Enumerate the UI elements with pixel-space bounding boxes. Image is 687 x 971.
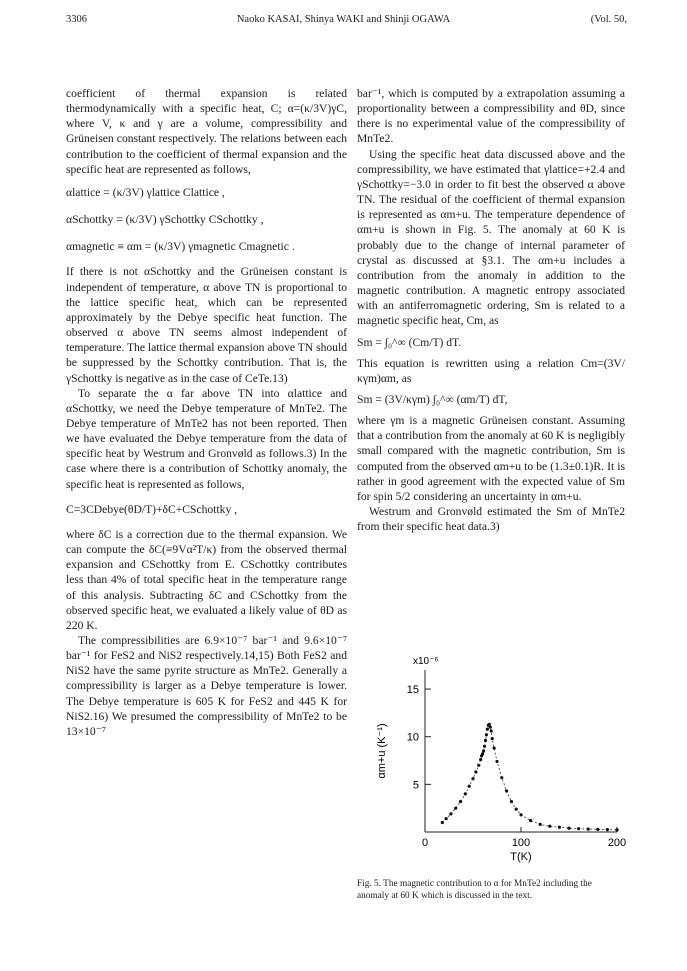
data-point bbox=[515, 808, 518, 811]
paragraph: Using the specific heat data discussed above and the compressibility, we have estimated that γlattice=+2.4 and γSchottky=−3.0 in order to fit best the observed α above TN. The residual of the coefficient of thermal expansion is represented as αm+u. The temperature dependence of αm+u is shown in Fig. 5. The anomaly at 60 K is probably due to the change of internal parameter of crystal as discussed at §3.1. The αm+u includes a contribution from the anomaly in addition to the magnetic contribution. A magnetic entropy associated with an antiferromagnetic ordering, Sm is related to a magnetic specific heat, Cm, as bbox=[357, 147, 625, 328]
paragraph: The compressibilities are 6.9×10⁻⁷ bar⁻¹ and 9.6×10⁻⁷ bar⁻¹ for FeS2 and NiS2 respectively.14,15) Both FeS2 and NiS2 have the same pyrite structure as MnTe2. Generally a compressibility is larger as a Debye temperature is lower. The Debye temperature is 605 K for FeS2 and 445 K for NiS2.16) We presumed the compressibility of MnTe2 to be 13×10⁻⁷ bbox=[66, 634, 347, 738]
volume-label: (Vol. 50, bbox=[590, 14, 627, 25]
equation-entropy: Sm = ∫₀^∞ (Cm/T) dT. bbox=[357, 335, 462, 349]
data-point bbox=[539, 823, 542, 826]
data-point bbox=[577, 827, 580, 830]
data-point bbox=[468, 785, 471, 788]
data-point bbox=[445, 817, 448, 820]
data-point bbox=[587, 828, 590, 831]
equation-alpha-lattice: αlattice = (κ/3V) γlattice Clattice , bbox=[66, 185, 225, 199]
data-point bbox=[490, 729, 493, 732]
paragraph: where δC is a correction due to the thermal expansion. We can compute the δC(≡9Vα²T/κ) from the observed thermal expansion and CSchottky from E. CSchottky contributes less than 4% of total specific heat in the temperature range of this analysis. Subtracting δC and CSchottky from the observed specific heat, we evaluated a likely value of θD as 220 K. bbox=[66, 527, 347, 632]
data-point bbox=[558, 826, 561, 829]
data-point bbox=[606, 828, 609, 831]
data-point bbox=[481, 752, 484, 755]
y-axis-label: αm+u (K⁻¹) bbox=[376, 723, 388, 779]
paragraph: To separate the α far above TN into αlattice and αSchottky, we need the Debye temperature of MnTe2. The Debye temperature of MnTe2 has not been reported. Then we have evaluated the Debye temperature from the data of specific heat by Westrum and Gronvøld as follows.3) In the case where there is a contribution of Schottky anomaly, the specific heat is represented as follows, bbox=[66, 386, 347, 491]
equation-alpha-magnetic: αmagnetic ≡ αm = (κ/3V) γmagnetic Cmagnetic . bbox=[66, 240, 295, 254]
equation-alpha-schottky: αSchottky = (κ/3V) γSchottky CSchottky , bbox=[66, 213, 264, 227]
data-point bbox=[484, 739, 487, 742]
data-point bbox=[488, 723, 491, 726]
y-tick-label: 15 bbox=[406, 684, 419, 697]
data-point bbox=[485, 733, 488, 736]
data-point bbox=[479, 758, 482, 761]
data-point bbox=[510, 800, 513, 803]
data-point bbox=[477, 764, 480, 767]
equation-specific-heat: C=3CDebye(θD/T)+δC+CSchottky , bbox=[66, 502, 238, 516]
paragraph: coefficient of thermal expansion is related thermodynamically with a specific heat, C; α=(κ/3V)γC, where V, κ and γ are a volume, compressibility and Grüneisen constant respectively. The relations between each contribution to the coefficient of thermal expansion and the specific heat are represented as follows, bbox=[66, 87, 347, 176]
data-point bbox=[505, 789, 508, 792]
data-point bbox=[596, 828, 599, 831]
equation-entropy-rewritten: Sm = (3V/κγm) ∫₀^∞ (αm/T) dT, bbox=[357, 392, 508, 406]
page-number: 3306 bbox=[66, 14, 87, 25]
y-tick-label: 10 bbox=[406, 731, 419, 744]
data-point bbox=[495, 760, 498, 763]
scale-label: x10⁻⁶ bbox=[413, 656, 439, 667]
data-point bbox=[489, 726, 492, 729]
data-point bbox=[474, 770, 477, 773]
data-point bbox=[486, 727, 489, 730]
left-column bbox=[66, 86, 347, 739]
data-point bbox=[548, 825, 551, 828]
y-tick-label: 5 bbox=[412, 779, 419, 792]
paragraph: where γm is a magnetic Grüneisen constant. Assuming that a contribution from the anomaly at 60 K is negligibly small compared with the magnetic contribution, Sm is computed from the observed αm+u to be (1.3±0.1)R. It is rather in good agreement with the expected value of Sm for spin 5/2 considering an uncertainty in αm+u. bbox=[357, 414, 625, 503]
x-tick-label: 200 bbox=[607, 837, 627, 849]
figure-5 bbox=[355, 642, 627, 872]
data-point bbox=[500, 776, 503, 779]
data-point bbox=[493, 747, 496, 750]
x-tick-label: 0 bbox=[421, 837, 429, 849]
data-point bbox=[471, 777, 474, 780]
data-point bbox=[519, 813, 522, 816]
x-tick-label: 100 bbox=[511, 837, 531, 849]
running-header-authors: Naoko KASAI, Shinya WAKI and Shinji OGAWA bbox=[236, 14, 451, 25]
series-line bbox=[442, 724, 617, 830]
data-point bbox=[482, 749, 485, 752]
data-point bbox=[491, 737, 494, 740]
paragraph: Westrum and Gronvøld estimated the Sm of MnTe2 from their specific heat data.3) bbox=[357, 505, 625, 534]
data-point bbox=[454, 807, 457, 810]
data-point bbox=[529, 819, 532, 822]
alpha-vs-temperature-chart bbox=[355, 642, 627, 872]
figure-caption: Fig. 5. The magnetic contribution to α for MnTe2 including the anomaly at 60 K which is discussed in the text. bbox=[357, 879, 592, 902]
data-point bbox=[459, 800, 462, 803]
data-point bbox=[449, 812, 452, 815]
paragraph: bar⁻¹, which is computed by a extrapolation assuming a proportionality between a compressibility and θD, since there is no experimental value of the compressibility of MnTe2. bbox=[357, 87, 625, 146]
data-point bbox=[441, 821, 444, 824]
right-column bbox=[357, 86, 625, 534]
data-point bbox=[567, 827, 570, 830]
paragraph: If there is not αSchottky and the Grüneisen constant is independent of temperature, α above TN is proportional to the lattice specific heat, which can be represented approximately by the Debye specific heat function. The observed α above TN seems almost independent of temperature. The lattice thermal expansion above TN should be suppressed by the Schottky contribution. That is, the γSchottky is negative as in the case of CeTe.13) bbox=[66, 265, 347, 385]
data-point bbox=[615, 828, 618, 831]
x-axis-label: T(K) bbox=[510, 851, 532, 863]
paragraph: This equation is rewritten using a relation Cm=(3V/κγm)αm, as bbox=[357, 356, 625, 385]
data-point bbox=[483, 745, 486, 748]
data-point bbox=[464, 792, 467, 795]
